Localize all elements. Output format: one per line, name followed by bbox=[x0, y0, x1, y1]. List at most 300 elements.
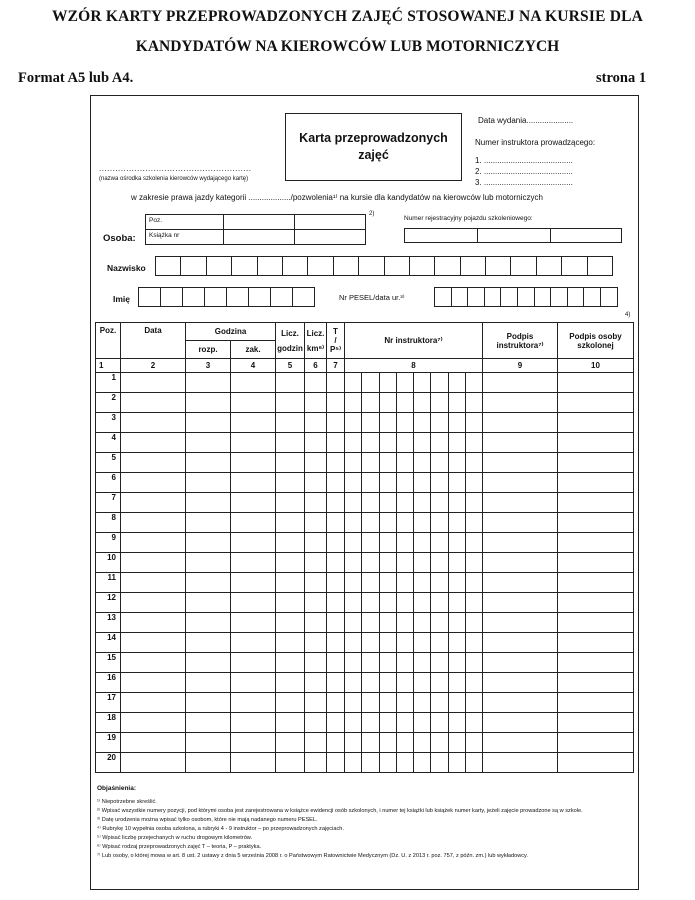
table-cell[interactable] bbox=[121, 633, 186, 653]
table-cell[interactable] bbox=[483, 733, 558, 753]
instructor-number-cells[interactable] bbox=[345, 413, 483, 433]
table-cell[interactable] bbox=[558, 553, 634, 573]
table-cell[interactable] bbox=[305, 593, 327, 613]
table-cell[interactable] bbox=[305, 453, 327, 473]
table-cell[interactable] bbox=[231, 533, 276, 553]
column-number: 4 bbox=[231, 359, 276, 373]
table-cell[interactable] bbox=[276, 693, 305, 713]
letter-cell[interactable] bbox=[485, 256, 511, 276]
letter-cell[interactable] bbox=[358, 256, 384, 276]
table-cell[interactable] bbox=[558, 693, 634, 713]
table-cell[interactable] bbox=[305, 433, 327, 453]
card-title-box bbox=[285, 113, 462, 181]
table-cell[interactable] bbox=[483, 533, 558, 553]
letter-cell[interactable] bbox=[182, 287, 205, 307]
letter-cell[interactable] bbox=[517, 287, 535, 307]
instructor-line-3[interactable]: 3. ........................................ bbox=[475, 178, 573, 187]
table-cell[interactable] bbox=[558, 653, 634, 673]
table-cell[interactable] bbox=[276, 713, 305, 733]
table-cell[interactable] bbox=[276, 753, 305, 773]
card-sheet bbox=[90, 95, 639, 890]
table-cell[interactable] bbox=[558, 673, 634, 693]
instructor-line-2[interactable]: 2. ........................................ bbox=[475, 167, 573, 176]
row-number: 1 bbox=[96, 373, 121, 393]
table-cell[interactable] bbox=[121, 553, 186, 573]
table-cell[interactable] bbox=[327, 593, 345, 613]
table-cell[interactable] bbox=[483, 713, 558, 733]
table-cell[interactable] bbox=[327, 553, 345, 573]
training-center-line[interactable]: ........................................................ bbox=[99, 164, 252, 173]
table-cell[interactable] bbox=[483, 553, 558, 573]
table-cell[interactable] bbox=[483, 433, 558, 453]
row-number: 17 bbox=[96, 693, 121, 713]
letter-cell[interactable] bbox=[292, 287, 315, 307]
category-scope-text: w zakresie prawa jazdy kategorii .................../pozwolenia¹⁾ na kursie dla kandydatów na kierowców lub motorniczych bbox=[131, 193, 543, 202]
table-cell[interactable] bbox=[186, 613, 231, 633]
table-cell[interactable] bbox=[327, 433, 345, 453]
sessions-table bbox=[95, 322, 634, 773]
letter-cell[interactable] bbox=[534, 287, 552, 307]
instructor-number-cells[interactable] bbox=[345, 433, 483, 453]
table-cell[interactable] bbox=[231, 453, 276, 473]
table-cell[interactable] bbox=[186, 653, 231, 673]
table-cell[interactable] bbox=[305, 633, 327, 653]
table-cell[interactable] bbox=[327, 473, 345, 493]
instructor-number-cells[interactable] bbox=[345, 533, 483, 553]
table-cell[interactable] bbox=[121, 713, 186, 733]
header-instructor-signature: Podpis instruktora⁷⁾ bbox=[483, 323, 558, 359]
table-cell[interactable] bbox=[276, 413, 305, 433]
instructor-number-cells[interactable] bbox=[345, 513, 483, 533]
table-cell[interactable] bbox=[121, 613, 186, 633]
table-cell[interactable] bbox=[121, 433, 186, 453]
table-cell[interactable] bbox=[327, 633, 345, 653]
table-cell[interactable] bbox=[305, 393, 327, 413]
table-cell[interactable] bbox=[121, 513, 186, 533]
table-cell[interactable] bbox=[276, 513, 305, 533]
table-cell[interactable] bbox=[186, 413, 231, 433]
table-cell[interactable] bbox=[231, 553, 276, 573]
letter-cell[interactable] bbox=[583, 287, 601, 307]
table-cell[interactable] bbox=[276, 653, 305, 673]
table-cell[interactable] bbox=[231, 513, 276, 533]
table-cell[interactable] bbox=[558, 613, 634, 633]
column-number: 5 bbox=[276, 359, 305, 373]
letter-cell[interactable] bbox=[561, 256, 587, 276]
letter-cell[interactable] bbox=[467, 287, 485, 307]
explanation-item: ⁴⁾ Rubrykę 10 wypełnia osoba szkolona, a rubryki 4 - 9 instruktor – po przeprowadzonych zajęciach. bbox=[97, 826, 344, 832]
table-cell[interactable] bbox=[231, 713, 276, 733]
letter-cell[interactable] bbox=[204, 287, 227, 307]
letter-cell[interactable] bbox=[231, 256, 257, 276]
row-number: 13 bbox=[96, 613, 121, 633]
table-cell[interactable] bbox=[121, 533, 186, 553]
table-cell[interactable] bbox=[276, 393, 305, 413]
letter-cell[interactable] bbox=[206, 256, 232, 276]
table-row bbox=[96, 473, 634, 493]
instructor-number-cells[interactable] bbox=[345, 373, 483, 393]
vehicle-registration-label: Numer rejestracyjny pojazdu szkoleniowego: bbox=[404, 215, 533, 222]
header-trainee-signature: Podpis osoby szkolonej bbox=[558, 323, 634, 359]
table-cell[interactable] bbox=[121, 673, 186, 693]
table-cell[interactable] bbox=[231, 673, 276, 693]
table-cell[interactable] bbox=[276, 613, 305, 633]
table-cell[interactable] bbox=[483, 593, 558, 613]
table-cell[interactable] bbox=[186, 573, 231, 593]
instructor-number-cells[interactable] bbox=[345, 753, 483, 773]
explanation-item: ²⁾ Wpisać wszystkie numery pozycji, pod którymi osoba jest zarejestrowana w książce ewidencji osób szkolonych, i numer tej książki lub książek numer karty, jeżeli zajęcie prowadzone są w szkole. bbox=[97, 808, 583, 814]
letter-cell[interactable] bbox=[409, 256, 435, 276]
table-cell[interactable] bbox=[186, 733, 231, 753]
table-cell[interactable] bbox=[276, 473, 305, 493]
row-number: 9 bbox=[96, 533, 121, 553]
document-title-line-2: KANDYDATÓW NA KIEROWCÓW LUB MOTORNICZYCH bbox=[135, 38, 560, 55]
letter-cell[interactable] bbox=[434, 256, 460, 276]
instructor-number-cells[interactable] bbox=[345, 453, 483, 473]
table-cell[interactable] bbox=[186, 633, 231, 653]
letter-cell[interactable] bbox=[307, 256, 333, 276]
table-cell[interactable] bbox=[231, 393, 276, 413]
table-cell[interactable] bbox=[121, 493, 186, 513]
table-cell[interactable] bbox=[186, 713, 231, 733]
table-cell[interactable] bbox=[305, 553, 327, 573]
table-cell[interactable] bbox=[305, 533, 327, 553]
instructor-number-cells[interactable] bbox=[345, 493, 483, 513]
table-cell[interactable] bbox=[558, 753, 634, 773]
table-cell[interactable] bbox=[327, 373, 345, 393]
row-number: 2 bbox=[96, 393, 121, 413]
row-number: 15 bbox=[96, 653, 121, 673]
table-cell[interactable] bbox=[276, 573, 305, 593]
table-cell[interactable] bbox=[558, 593, 634, 613]
table-cell[interactable] bbox=[483, 513, 558, 533]
letter-cell[interactable] bbox=[248, 287, 271, 307]
table-cell[interactable] bbox=[186, 473, 231, 493]
letter-cell[interactable] bbox=[226, 287, 249, 307]
card-title: Karta przeprowadzonych zajęć bbox=[299, 131, 448, 162]
row-number: 10 bbox=[96, 553, 121, 573]
pesel-label: Nr PESEL/data ur.³⁾ bbox=[339, 293, 405, 302]
table-cell[interactable] bbox=[327, 493, 345, 513]
row-number: 11 bbox=[96, 573, 121, 593]
explanations bbox=[97, 784, 627, 861]
table-cell[interactable] bbox=[327, 713, 345, 733]
first-name-field[interactable] bbox=[139, 287, 315, 307]
table-cell[interactable] bbox=[305, 473, 327, 493]
instructor-number-cells[interactable] bbox=[345, 653, 483, 673]
table-cell[interactable] bbox=[276, 733, 305, 753]
training-center-caption: (nazwa ośrodka szkolenia kierowców wydającego kartę) bbox=[99, 176, 249, 182]
letter-cell[interactable] bbox=[484, 287, 502, 307]
row-number: 16 bbox=[96, 673, 121, 693]
table-cell[interactable] bbox=[186, 453, 231, 473]
letter-cell[interactable] bbox=[282, 256, 308, 276]
table-cell[interactable] bbox=[121, 373, 186, 393]
column-number: 6 bbox=[305, 359, 327, 373]
table-cell[interactable] bbox=[558, 473, 634, 493]
instructor-number-cells[interactable] bbox=[345, 393, 483, 413]
letter-cell[interactable] bbox=[567, 287, 585, 307]
explanations-title: Objaśnienia: bbox=[97, 785, 137, 792]
pesel-field[interactable] bbox=[435, 287, 618, 307]
table-cell[interactable] bbox=[305, 653, 327, 673]
table-cell[interactable] bbox=[305, 613, 327, 633]
format-note: Format A5 lub A4. bbox=[18, 70, 134, 86]
table-cell[interactable] bbox=[121, 453, 186, 473]
table-cell[interactable] bbox=[231, 573, 276, 593]
table-cell[interactable] bbox=[186, 553, 231, 573]
table-cell[interactable] bbox=[483, 573, 558, 593]
table-cell[interactable] bbox=[276, 633, 305, 653]
table-cell[interactable] bbox=[121, 733, 186, 753]
table-cell[interactable] bbox=[327, 513, 345, 533]
row-number: 20 bbox=[96, 753, 121, 773]
table-cell[interactable] bbox=[327, 533, 345, 553]
row-number: 6 bbox=[96, 473, 121, 493]
table-cell[interactable] bbox=[121, 693, 186, 713]
table-cell[interactable] bbox=[276, 533, 305, 553]
table-row bbox=[96, 393, 634, 413]
table-cell[interactable] bbox=[483, 653, 558, 673]
table-cell[interactable] bbox=[558, 433, 634, 453]
row-number: 18 bbox=[96, 713, 121, 733]
table-cell[interactable] bbox=[231, 413, 276, 433]
header-hour: Godzina bbox=[186, 323, 276, 341]
person-label: Osoba: bbox=[103, 233, 136, 244]
table-cell[interactable] bbox=[305, 373, 327, 393]
table-cell[interactable] bbox=[558, 733, 634, 753]
table-cell[interactable] bbox=[558, 573, 634, 593]
table-cell[interactable] bbox=[558, 533, 634, 553]
table-row bbox=[96, 533, 634, 553]
letter-cell[interactable] bbox=[600, 287, 618, 307]
table-cell[interactable] bbox=[231, 753, 276, 773]
instructor-line-1[interactable]: 1. ........................................ bbox=[475, 156, 573, 165]
table-cell[interactable] bbox=[231, 653, 276, 673]
table-cell[interactable] bbox=[186, 753, 231, 773]
table-cell[interactable] bbox=[327, 693, 345, 713]
table-row bbox=[96, 753, 634, 773]
table-cell[interactable] bbox=[276, 553, 305, 573]
explanation-item: ⁶⁾ Wpisać rodzaj przeprowadzonych zajęć T – teoria, P – praktyka. bbox=[97, 844, 262, 850]
table-cell[interactable] bbox=[186, 693, 231, 713]
row-number: 12 bbox=[96, 593, 121, 613]
surname-field[interactable] bbox=[156, 256, 613, 276]
letter-cell[interactable] bbox=[460, 256, 486, 276]
table-cell[interactable] bbox=[121, 473, 186, 493]
letter-cell[interactable] bbox=[550, 287, 568, 307]
table-cell[interactable] bbox=[483, 453, 558, 473]
table-cell[interactable] bbox=[231, 473, 276, 493]
table-cell[interactable] bbox=[231, 733, 276, 753]
table-cell[interactable] bbox=[327, 733, 345, 753]
table-cell[interactable] bbox=[483, 693, 558, 713]
instructor-number-cells[interactable] bbox=[345, 693, 483, 713]
table-cell[interactable] bbox=[558, 373, 634, 393]
table-cell[interactable] bbox=[186, 393, 231, 413]
table-cell[interactable] bbox=[231, 613, 276, 633]
table-row bbox=[96, 453, 634, 473]
table-cell[interactable] bbox=[276, 673, 305, 693]
table-row bbox=[96, 433, 634, 453]
table-cell[interactable] bbox=[186, 433, 231, 453]
letter-cell[interactable] bbox=[180, 256, 206, 276]
letter-cell[interactable] bbox=[160, 287, 183, 307]
table-cell[interactable] bbox=[558, 713, 634, 733]
table-cell[interactable] bbox=[327, 573, 345, 593]
letter-cell[interactable] bbox=[536, 256, 562, 276]
first-name-label: Imię bbox=[113, 294, 131, 304]
header-instructor-number: Nr instruktora⁷⁾ bbox=[345, 323, 483, 359]
letter-cell[interactable] bbox=[333, 256, 359, 276]
instructor-number-cells[interactable] bbox=[345, 613, 483, 633]
letter-cell[interactable] bbox=[500, 287, 518, 307]
header-date: Data bbox=[121, 323, 186, 359]
table-cell[interactable] bbox=[483, 613, 558, 633]
letter-cell[interactable] bbox=[155, 256, 181, 276]
table-cell[interactable] bbox=[327, 413, 345, 433]
column-number: 8 bbox=[345, 359, 483, 373]
table-cell[interactable] bbox=[327, 753, 345, 773]
table-cell[interactable] bbox=[186, 593, 231, 613]
instructor-number-cells[interactable] bbox=[345, 673, 483, 693]
letter-cell[interactable] bbox=[270, 287, 293, 307]
position-label: Poz. bbox=[149, 217, 163, 224]
table-cell[interactable] bbox=[231, 433, 276, 453]
row-number: 3 bbox=[96, 413, 121, 433]
table-cell[interactable] bbox=[483, 393, 558, 413]
row-number: 4 bbox=[96, 433, 121, 453]
table-cell[interactable] bbox=[305, 413, 327, 433]
table-cell[interactable] bbox=[276, 373, 305, 393]
column-number: 2 bbox=[121, 359, 186, 373]
table-row bbox=[96, 573, 634, 593]
table-cell[interactable] bbox=[186, 533, 231, 553]
instructor-number-cells[interactable] bbox=[345, 633, 483, 653]
table-row bbox=[96, 633, 634, 653]
table-cell[interactable] bbox=[231, 373, 276, 393]
table-cell[interactable] bbox=[558, 633, 634, 653]
table-cell[interactable] bbox=[276, 493, 305, 513]
letter-cell[interactable] bbox=[257, 256, 283, 276]
instructor-number-cells[interactable] bbox=[345, 473, 483, 493]
table-cell[interactable] bbox=[305, 753, 327, 773]
letter-cell[interactable] bbox=[510, 256, 536, 276]
table-cell[interactable] bbox=[327, 613, 345, 633]
table-cell[interactable] bbox=[186, 493, 231, 513]
instructor-number-cells[interactable] bbox=[345, 733, 483, 753]
table-row bbox=[96, 593, 634, 613]
table-cell[interactable] bbox=[121, 653, 186, 673]
column-number: 10 bbox=[558, 359, 634, 373]
table-cell[interactable] bbox=[186, 673, 231, 693]
table-row bbox=[96, 673, 634, 693]
document-title-line-1: WZÓR KARTY PRZEPROWADZONYCH ZAJĘĆ STOSOWANEJ NA KURSIE DLA bbox=[51, 8, 644, 25]
table-cell[interactable] bbox=[305, 733, 327, 753]
register-book-label: Książka nr bbox=[149, 232, 180, 239]
letter-cell[interactable] bbox=[138, 287, 161, 307]
table-cell[interactable] bbox=[558, 453, 634, 473]
table-cell[interactable] bbox=[186, 513, 231, 533]
table-cell[interactable] bbox=[483, 753, 558, 773]
table-cell[interactable] bbox=[483, 373, 558, 393]
table-row bbox=[96, 733, 634, 753]
table-cell[interactable] bbox=[327, 673, 345, 693]
row-number: 7 bbox=[96, 493, 121, 513]
table-cell[interactable] bbox=[305, 713, 327, 733]
table-cell[interactable] bbox=[231, 493, 276, 513]
table-cell[interactable] bbox=[276, 433, 305, 453]
table-cell[interactable] bbox=[276, 453, 305, 473]
table-cell[interactable] bbox=[121, 593, 186, 613]
table-cell[interactable] bbox=[121, 573, 186, 593]
footnote-4-marker: 4) bbox=[625, 312, 631, 318]
explanation-item: ³⁾ Datę urodzenia można wpisać tylko osobom, które nie mają nadanego numeru PESEL. bbox=[97, 817, 318, 823]
table-cell[interactable] bbox=[231, 633, 276, 653]
column-number: 1 bbox=[96, 359, 121, 373]
issue-date-field[interactable]: Data wydania..................... bbox=[478, 116, 574, 125]
table-cell[interactable] bbox=[231, 693, 276, 713]
table-cell[interactable] bbox=[483, 673, 558, 693]
table-cell[interactable] bbox=[305, 673, 327, 693]
table-row bbox=[96, 693, 634, 713]
letter-cell[interactable] bbox=[587, 256, 613, 276]
letter-cell[interactable] bbox=[451, 287, 469, 307]
table-cell[interactable] bbox=[327, 453, 345, 473]
table-cell[interactable] bbox=[305, 573, 327, 593]
header-hours-count: Licz. godzin bbox=[276, 323, 305, 359]
letter-cell[interactable] bbox=[434, 287, 452, 307]
instructor-number-cells[interactable] bbox=[345, 593, 483, 613]
table-cell[interactable] bbox=[483, 633, 558, 653]
table-row bbox=[96, 413, 634, 433]
table-cell[interactable] bbox=[327, 393, 345, 413]
table-cell[interactable] bbox=[558, 413, 634, 433]
table-cell[interactable] bbox=[558, 493, 634, 513]
table-cell[interactable] bbox=[276, 593, 305, 613]
row-number: 19 bbox=[96, 733, 121, 753]
explanation-item: ⁵⁾ Wpisać liczbę przejechanych w ruchu drogowym kilometrów. bbox=[97, 835, 253, 841]
table-cell[interactable] bbox=[121, 753, 186, 773]
table-cell[interactable] bbox=[483, 473, 558, 493]
table-cell[interactable] bbox=[558, 393, 634, 413]
table-cell[interactable] bbox=[231, 593, 276, 613]
table-cell[interactable] bbox=[558, 513, 634, 533]
vehicle-registration-field[interactable] bbox=[404, 228, 622, 243]
letter-cell[interactable] bbox=[384, 256, 410, 276]
table-cell[interactable] bbox=[186, 373, 231, 393]
explanation-item: ⁷⁾ Lub osoby, o której mowa w art. 8 ust. 2 ustawy z dnia 5 września 2008 r. o Państwowym Ratownictwie Medycznym (Dz. U. z 2013 r. poz. 757, z późn. zm.) lub wykładowcy. bbox=[97, 853, 528, 859]
page-number: strona 1 bbox=[596, 70, 647, 86]
table-cell[interactable] bbox=[305, 493, 327, 513]
column-number: 3 bbox=[186, 359, 231, 373]
table-cell[interactable] bbox=[483, 493, 558, 513]
table-cell[interactable] bbox=[305, 693, 327, 713]
table-cell[interactable] bbox=[327, 653, 345, 673]
row-number: 5 bbox=[96, 453, 121, 473]
table-cell[interactable] bbox=[305, 513, 327, 533]
instructor-number-cells[interactable] bbox=[345, 573, 483, 593]
table-row bbox=[96, 373, 634, 393]
header-position: Poz. bbox=[96, 323, 121, 359]
header-end: zak. bbox=[231, 341, 276, 359]
table-cell[interactable] bbox=[121, 413, 186, 433]
table-cell[interactable] bbox=[121, 393, 186, 413]
table-cell[interactable] bbox=[483, 413, 558, 433]
instructor-number-cells[interactable] bbox=[345, 713, 483, 733]
footnote-2-marker: 2) bbox=[369, 211, 375, 217]
instructor-number-cells[interactable] bbox=[345, 553, 483, 573]
